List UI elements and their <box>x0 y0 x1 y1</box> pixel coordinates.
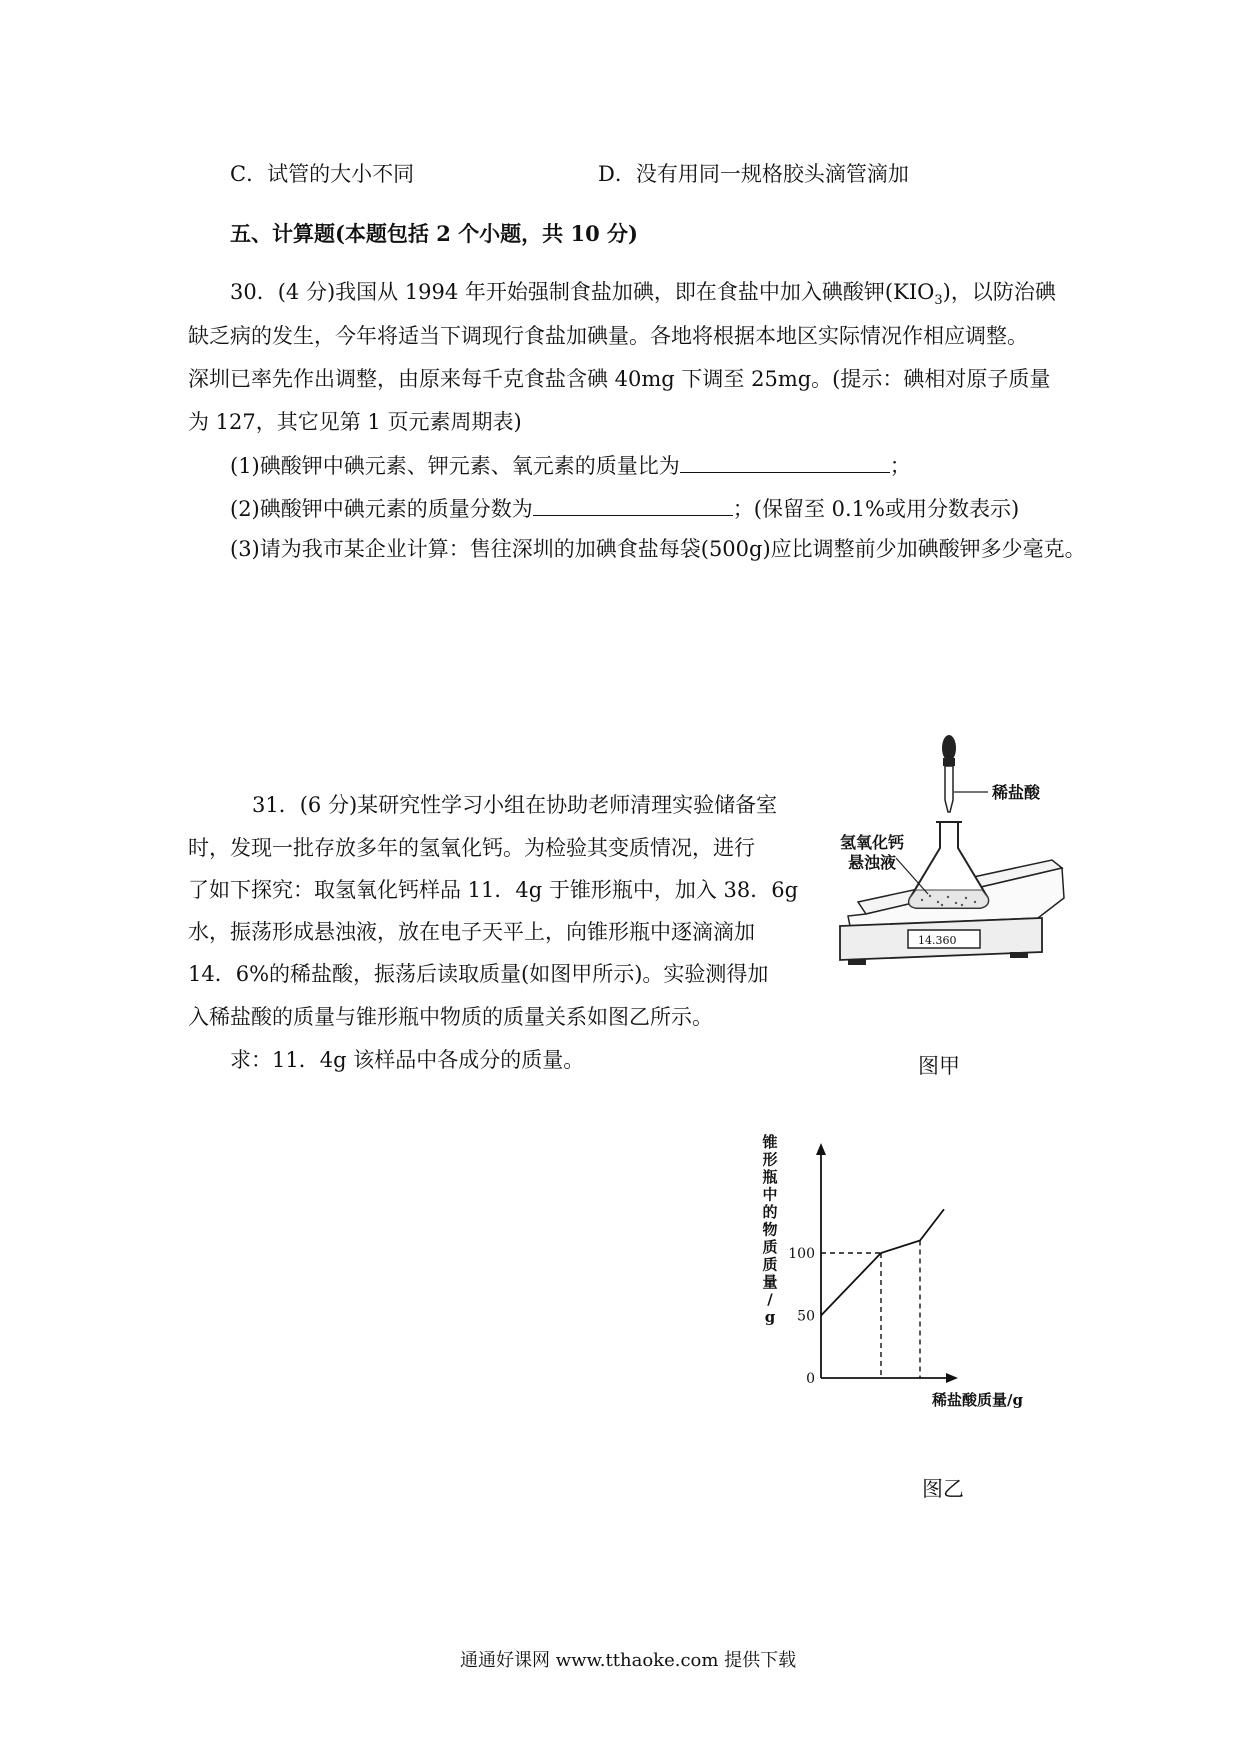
q31-line-5: 14．6%的稀盐酸，振荡后读取质量(如图甲所示)。实验测得加 <box>188 962 769 986</box>
y-axis-label <box>761 1133 778 1326</box>
y-axis-label-char: 瓶 <box>762 1168 778 1186</box>
q30-line-1-end: )，以防治碘 <box>942 280 1056 304</box>
answer-blank-1[interactable] <box>680 454 890 473</box>
q30-line-3: 深圳已率先作出调整，由原来每千克食盐含碘 40mg 下调至 25mg。(提示：碘相对原子质量 <box>188 367 1051 391</box>
y-axis-label-char: 质 <box>762 1238 778 1256</box>
balance-feet-left <box>848 959 866 965</box>
q30-sub-2 <box>230 497 1019 520</box>
q30-sub-1-prefix: (1)碘酸钾中碘元素、钾元素、氧元素的质量比为 <box>230 454 680 478</box>
label-suspension-2: 悬浊液 <box>848 853 897 872</box>
y-tick-50: 50 <box>797 1308 815 1325</box>
dropper-bulb <box>942 735 956 761</box>
q30-sub-1-suffix: ； <box>889 454 911 478</box>
y-axis-label-char: 物 <box>762 1220 778 1239</box>
dashed-guides <box>821 1241 920 1379</box>
y-axis-arrow <box>816 1143 826 1155</box>
y-tick-labels <box>788 1246 815 1387</box>
q30-subscript: 3 <box>934 293 943 309</box>
figure-jia-illustration <box>830 730 1090 1000</box>
x-axis-label: 稀盐酸质量/g <box>932 1391 1023 1409</box>
label-suspension-1: 氢氧化钙 <box>840 833 905 852</box>
suspension-liquid <box>909 890 988 908</box>
q31-line-3: 了如下探究：取氢氧化钙样品 11．4g 于锥形瓶中，加入 38．6g <box>188 878 799 902</box>
q31-line-2: 时，发现一批存放多年的氢氧化钙。为检验其变质情况，进行 <box>188 836 755 860</box>
q30-line-1-text: 30．(4 分)我国从 1994 年开始强制食盐加碘，即在食盐中加入碘酸钾(KIO <box>230 280 935 304</box>
q31-line-1: 31．(6 分)某研究性学习小组在协助老师清理实验储备室 <box>252 793 778 817</box>
dropper-collar <box>943 758 955 766</box>
q30-line-4: 为 127，其它见第 1 页元素周期表) <box>188 410 522 434</box>
series-line <box>821 1209 944 1315</box>
y-axis-label-char: 的 <box>762 1203 778 1221</box>
balance-feet-right <box>1010 952 1028 958</box>
x-axis-arrow <box>946 1373 958 1383</box>
q30-sub-2-suffix: ；(保留至 0.1%或用分数表示) <box>732 497 1020 521</box>
figure-jia-caption: 图甲 <box>918 1054 960 1078</box>
y-axis-label-char: g <box>764 1308 776 1326</box>
y-axis-label-char: 形 <box>762 1150 778 1169</box>
q30-sub-1 <box>230 454 911 477</box>
y-axis-label-char: / <box>767 1290 773 1309</box>
option-c: C．试管的大小不同 <box>230 162 415 186</box>
q30-line-2: 缺乏病的发生，今年将适当下调现行食盐加碘量。各地将根据本地区实际情况作相应调整。 <box>188 324 1028 348</box>
y-axis-label-char: 锥 <box>762 1133 778 1151</box>
y-axis-label-char: 质 <box>762 1255 778 1274</box>
option-d: D．没有用同一规格胶头滴管滴加 <box>598 162 909 186</box>
q30-sub-3: (3)请为我市某企业计算：售往深圳的加碘食盐每袋(500g)应比调整前少加碘酸钾多少毫克。 <box>230 537 1086 561</box>
label-acid: 稀盐酸 <box>992 783 1041 802</box>
section-heading: 五、计算题(本题包括 2 个小题，共 10 分) <box>230 221 638 246</box>
q31-question: 求：11．4g 该样品中各成分的质量。 <box>230 1048 585 1072</box>
figure-yi-caption: 图乙 <box>922 1477 964 1501</box>
q31-line-4: 水，振荡形成悬浊液，放在电子天平上，向锥形瓶中逐滴滴加 <box>188 920 755 944</box>
balance-reading: 14.360 <box>918 934 957 947</box>
y-axis-label-char: 中 <box>762 1185 778 1204</box>
page-footer: 通通好课网 www.tthaoke.com 提供下载 <box>460 1650 797 1671</box>
y-tick-100: 100 <box>788 1246 815 1262</box>
q31-line-6: 入稀盐酸的质量与锥形瓶中物质的质量关系如图乙所示。 <box>188 1005 713 1029</box>
dropper-tube <box>945 766 953 812</box>
q30-line-1 <box>230 282 1056 307</box>
q30-sub-2-prefix: (2)碘酸钾中碘元素的质量分数为 <box>230 497 533 521</box>
y-tick-0: 0 <box>806 1371 815 1387</box>
y-axis-label-char: 量 <box>762 1273 778 1291</box>
answer-blank-2[interactable] <box>533 497 733 516</box>
figure-yi-chart <box>750 1125 1070 1425</box>
